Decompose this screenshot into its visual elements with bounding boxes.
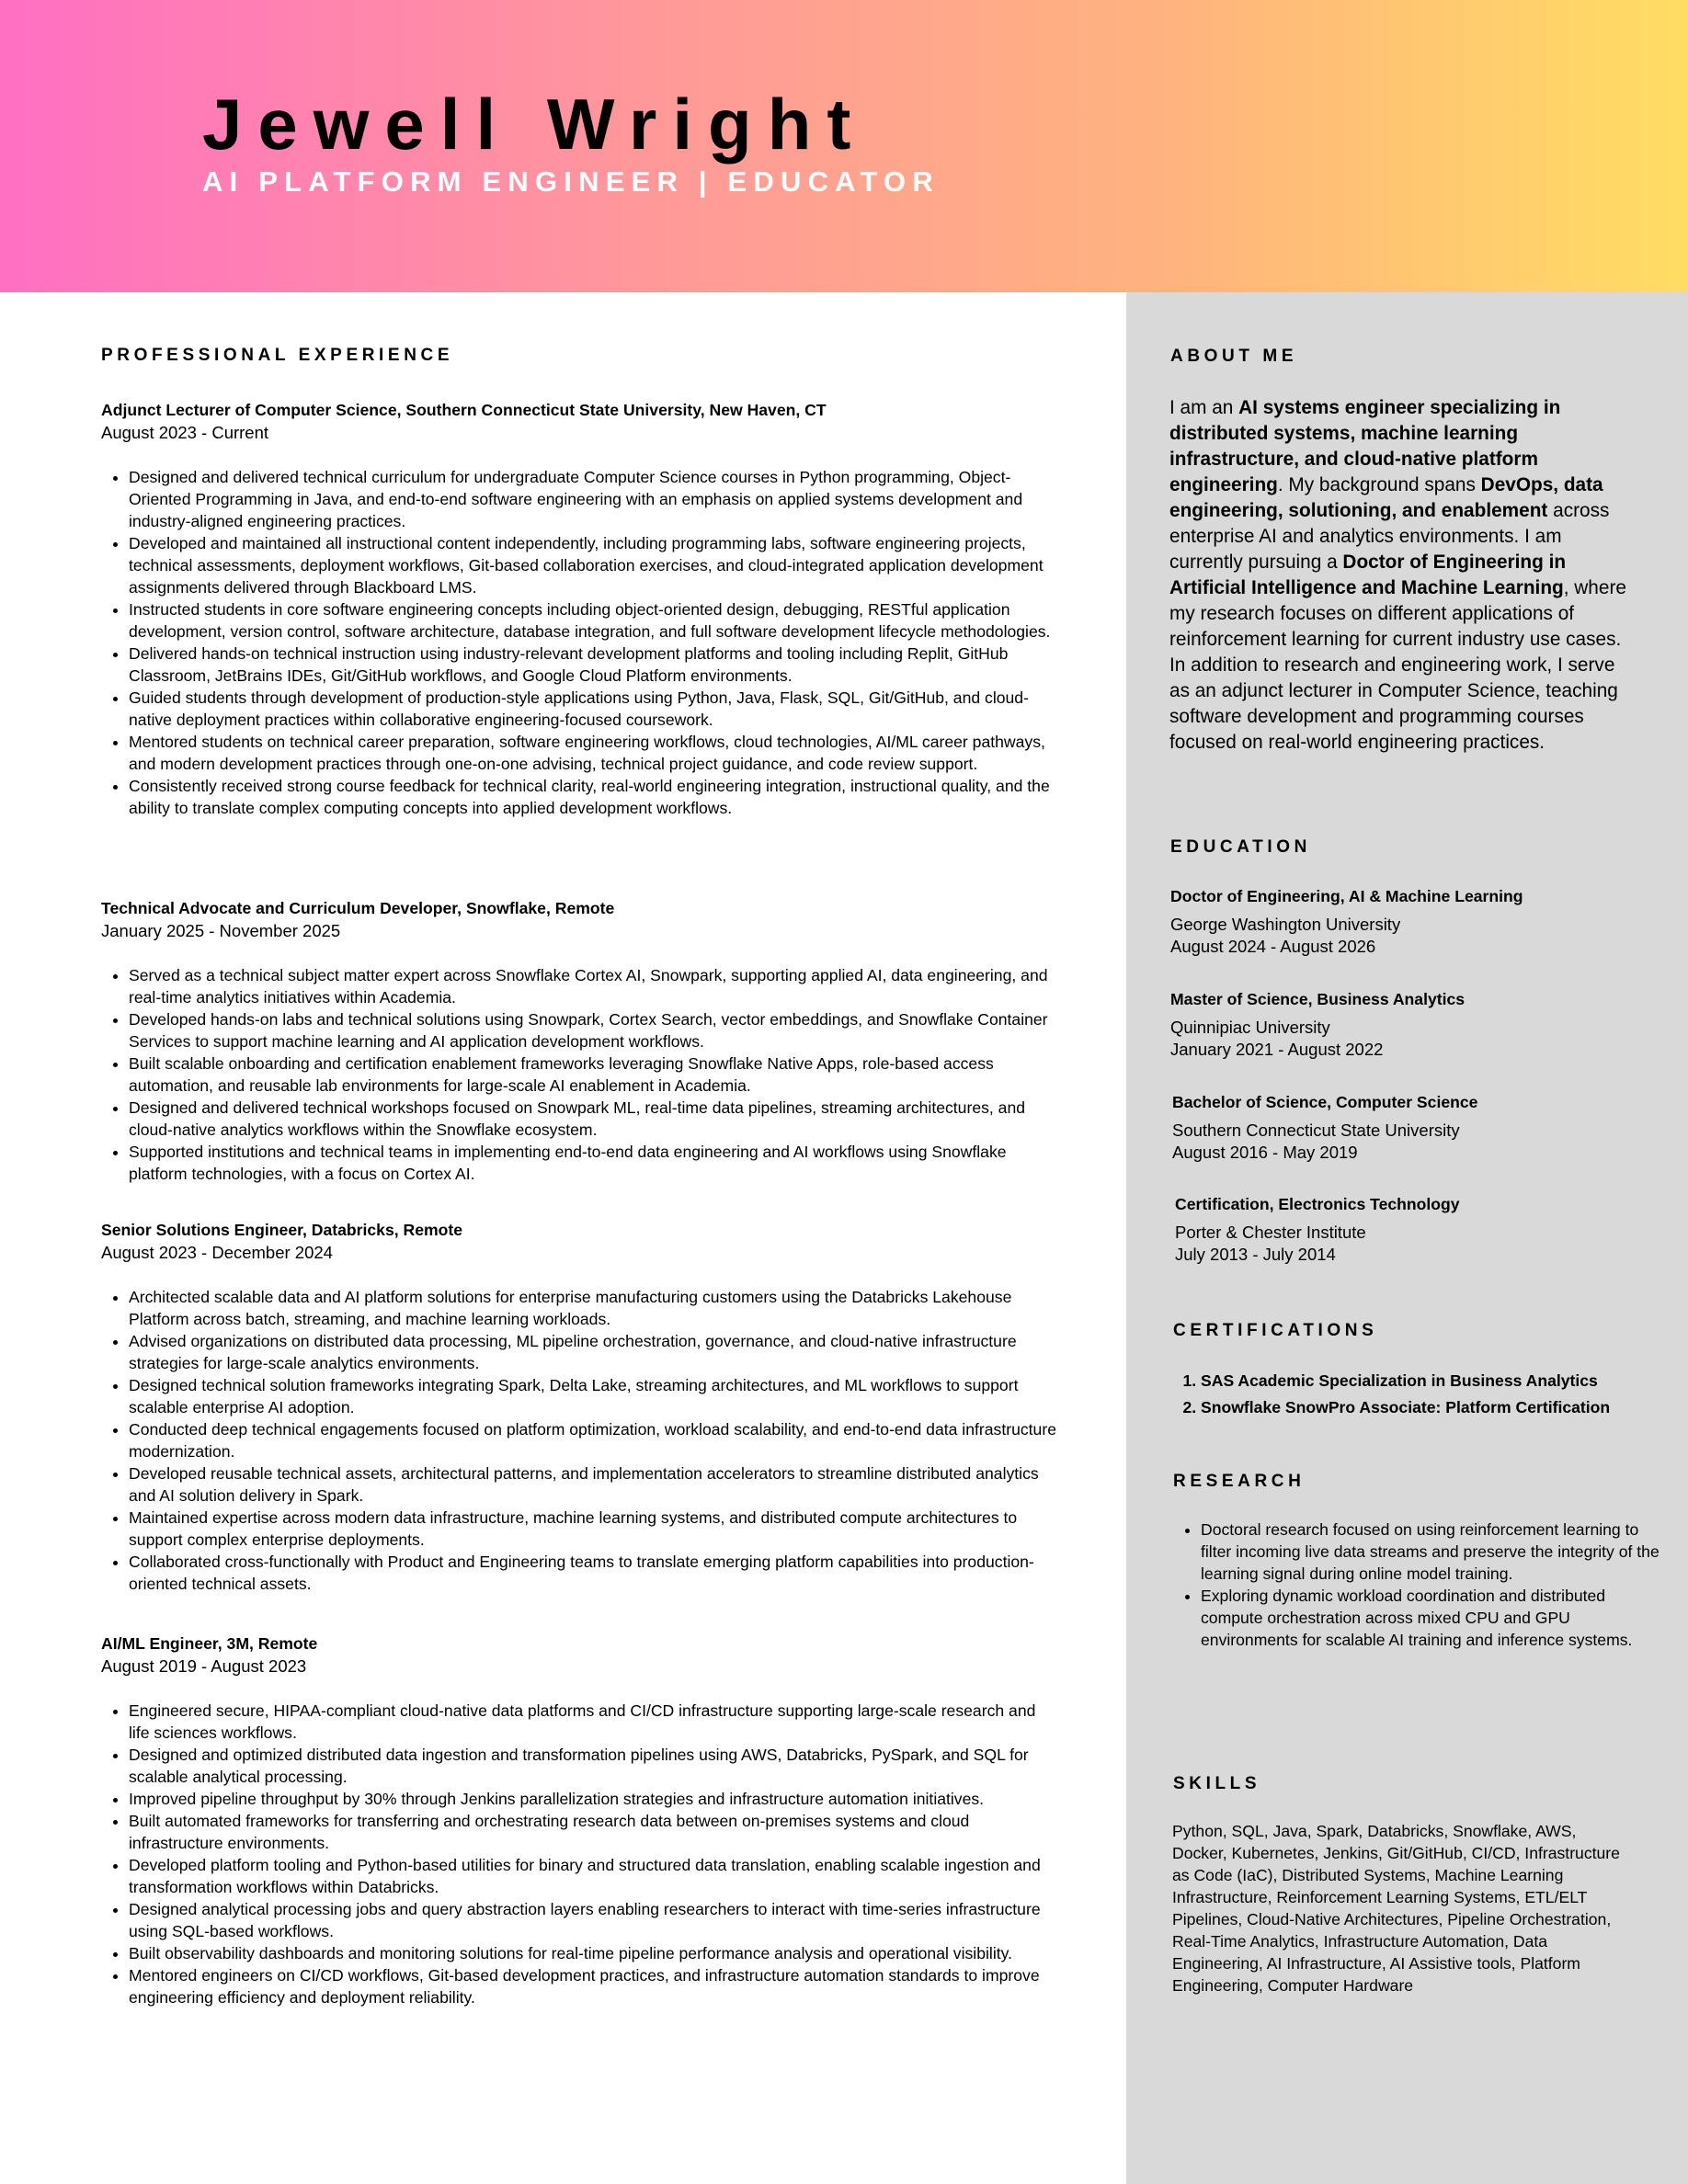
education-school: Porter & Chester Institute [1175, 1223, 1366, 1242]
job-bullets [101, 964, 1057, 1185]
certification-item: 1. SAS Academic Specialization in Business Analytics [1201, 1368, 1610, 1394]
job-bullet: • Instructed students in core software engineering concepts including object-oriented design, debugging, RESTful application development, version control, software architecture, database integration, and full software development lifecycle methodologies. [129, 598, 1057, 643]
job-bullet: • Architected scalable data and AI platform solutions for enterprise manufacturing customers using the Databricks Lakehouse Platform across batch, streaming, and machine learning workloads. [129, 1286, 1057, 1330]
job-bullet: • Mentored engineers on CI/CD workflows, Git-based development practices, and infrastructure automation standards to improve engineering efficiency and deployment reliability. [129, 1964, 1057, 2008]
job-bullet: • Developed reusable technical assets, architectural patterns, and implementation accelerators to streamline distributed analytics and AI solution delivery in Spark. [129, 1462, 1057, 1507]
job-bullet: • Designed and delivered technical workshops focused on Snowpark ML, real-time data pipelines, streaming architectures, and cloud-native analytics workflows within the Snowflake ecosystem. [129, 1097, 1057, 1141]
job-bullet: • Advised organizations on distributed data processing, ML pipeline orchestration, governance, and cloud-native infrastructure strategies for large-scale analytics environments. [129, 1330, 1057, 1374]
education-degree: Bachelor of Science, Computer Science [1172, 1093, 1478, 1111]
job-entry [101, 1632, 1057, 2008]
job-bullet: • Supported institutions and technical teams in implementing end-to-end data engineering and AI workflows using Snowflake platform technologies, with a focus on Cortex AI. [129, 1141, 1057, 1185]
job-bullet: • Designed analytical processing jobs and query abstraction layers enabling researchers to interact with time-series infrastructure using SQL-based workflows. [129, 1898, 1057, 1942]
education-dates: August 2024 - August 2026 [1170, 937, 1376, 956]
education-dates: August 2016 - May 2019 [1172, 1143, 1358, 1162]
job-bullet: • Built scalable onboarding and certification enablement frameworks leveraging Snowflake Native Apps, role-based access automation, and reusable lab environments for large-scale AI enablement in Academia. [129, 1052, 1057, 1097]
job-title: Technical Advocate and Curriculum Developer, Snowflake, Remote [101, 899, 615, 917]
education-school: George Washington University [1170, 915, 1401, 934]
certification-item: 2. Snowflake SnowPro Associate: Platform Certification [1201, 1394, 1610, 1421]
job-bullet: • Mentored students on technical career preparation, software engineering workflows, cloud technologies, AI/ML career pathways, and modern development practices through one-on-one advising, technical project guidance, and code review support. [129, 731, 1057, 775]
job-bullet: • Served as a technical subject matter expert across Snowflake Cortex AI, Snowpark, supporting applied AI, data engineering, and real-time analytics initiatives within Academia. [129, 964, 1057, 1008]
job-dates: August 2019 - August 2023 [101, 1656, 307, 1676]
skills-text: Python, SQL, Java, Spark, Databricks, Snowflake, AWS, Docker, Kubernetes, Jenkins, Git/GitHub, CI/CD, Infrastructure as Code (IaC), Distributed Systems, Machine Learning Infrastructure, Reinforcement Learning Systems, ETL/ELT Pipelines, Cloud-Native Architectures, Pipeline Orchestration, Real-Time Analytics, Infrastructure Automation, Data Engineering, AI Infrastructure, AI Assistive tools, Platform Engineering, Computer Hardware [1172, 1822, 1620, 1995]
certifications-heading: CERTIFICATIONS [1173, 1321, 1378, 1340]
education-heading: EDUCATION [1170, 837, 1311, 857]
resume-name: Jewell Wright [202, 84, 867, 165]
research-item: • Doctoral research focused on using reinforcement learning to filter incoming live data streams and preserve the integrity of the learning signal during online model training. [1201, 1519, 1660, 1585]
job-title: AI/ML Engineer, 3M, Remote [101, 1634, 318, 1653]
job-bullet: • Engineered secure, HIPAA-compliant cloud-native data platforms and CI/CD infrastructure supporting large-scale research and life sciences workflows. [129, 1700, 1057, 1744]
job-dates: August 2023 - Current [101, 423, 269, 442]
job-bullet: • Built observability dashboards and monitoring solutions for real-time pipeline performance analysis and operational visibility. [129, 1942, 1057, 1964]
job-entry [101, 399, 1057, 819]
job-bullet: • Improved pipeline throughput by 30% through Jenkins parallelization strategies and infrastructure automation initiatives. [129, 1788, 1057, 1810]
about-text: I am an AI systems engineer specializing in distributed systems, machine learning infrastructure, and cloud-native platform engineering. My background spans DevOps, data engineering, solutioning, and enablement across enterprise AI and analytics environments. I am currently pursuing a Doctor of Engineering in Artificial Intelligence and Machine Learning, where my research focuses on different applications of reinforcement learning for current industry use cases. In addition to research and engineering work, I serve as an adjunct lecturer in Computer Science, teaching software development and programming courses focused on real-world engineering practices. [1169, 397, 1626, 753]
job-title: Senior Solutions Engineer, Databricks, Remote [101, 1221, 463, 1239]
job-bullet: • Developed hands-on labs and technical solutions using Snowpark, Cortex Search, vector embeddings, and Snowflake Container Services to support machine learning and AI application development workflows. [129, 1008, 1057, 1052]
job-entry [101, 897, 1057, 1185]
research-list [1175, 1519, 1660, 1651]
job-bullet: • Designed and optimized distributed data ingestion and transformation pipelines using AWS, Databricks, PySpark, and SQL for scalable analytical processing. [129, 1744, 1057, 1788]
job-bullet: • Developed and maintained all instructional content independently, including programming labs, software engineering projects, technical assessments, deployment workflows, Git-based collaboration exercises, and cloud-integrated application development assignments delivered through Blackboard LMS. [129, 532, 1057, 598]
job-bullet: • Designed technical solution frameworks integrating Spark, Delta Lake, streaming architectures, and ML workflows to support scalable enterprise AI adoption. [129, 1374, 1057, 1418]
job-bullet: • Delivered hands-on technical instruction using industry-relevant development platforms and tooling including Replit, GitHub Classroom, JetBrains IDEs, Git/GitHub workflows, and Google Cloud Platform environments. [129, 643, 1057, 687]
about-heading: ABOUT ME [1170, 347, 1298, 366]
research-heading: RESEARCH [1173, 1472, 1306, 1491]
job-entry [101, 1219, 1057, 1595]
job-bullet: • Guided students through development of production-style applications using Python, Java, Flask, SQL, Git/GitHub, and cloud-native deployment practices within collaborative engineering-focused coursework. [129, 687, 1057, 731]
certifications-list [1175, 1368, 1610, 1421]
resume-subtitle: AI PLATFORM ENGINEER | EDUCATOR [202, 165, 940, 198]
education-school: Quinnipiac University [1170, 1018, 1330, 1037]
education-dates: July 2013 - July 2014 [1175, 1245, 1336, 1264]
job-dates: January 2025 - November 2025 [101, 921, 341, 940]
header-banner [0, 0, 1688, 292]
job-dates: August 2023 - December 2024 [101, 1243, 333, 1262]
job-bullet: • Collaborated cross-functionally with Product and Engineering teams to translate emerging platform capabilities into production-oriented technical assets. [129, 1551, 1057, 1595]
education-degree: Certification, Electronics Technology [1175, 1195, 1460, 1213]
experience-heading: PROFESSIONAL EXPERIENCE [101, 346, 454, 365]
education-school: Southern Connecticut State University [1172, 1120, 1460, 1140]
job-bullets [101, 1286, 1057, 1595]
job-bullet: • Conducted deep technical engagements focused on platform optimization, workload scalability, and end-to-end data infrastructure modernization. [129, 1418, 1057, 1462]
job-bullet: • Developed platform tooling and Python-based utilities for binary and structured data translation, enabling scalable ingestion and transformation workflows within Databricks. [129, 1854, 1057, 1898]
education-item [1170, 886, 1612, 958]
skills-heading: SKILLS [1173, 1774, 1261, 1793]
research-item: • Exploring dynamic workload coordination and distributed compute orchestration across mixed CPU and GPU environments for scalable AI training and inference systems. [1201, 1585, 1660, 1651]
job-bullet: • Designed and delivered technical curriculum for undergraduate Computer Science courses in Python programming, Object-Oriented Programming in Java, and end-to-end software engineering with an emphasis on applied systems development and industry-aligned engineering practices. [129, 466, 1057, 532]
education-degree: Master of Science, Business Analytics [1170, 990, 1466, 1008]
job-bullet: • Built automated frameworks for transferring and orchestrating research data between on-premises systems and cloud infrastructure environments. [129, 1810, 1057, 1854]
education-item [1175, 1194, 1616, 1266]
job-bullet: • Maintained expertise across modern data infrastructure, machine learning systems, and distributed compute architectures to support complex enterprise deployments. [129, 1507, 1057, 1551]
job-bullets [101, 466, 1057, 819]
education-item [1170, 989, 1612, 1061]
job-bullets [101, 1700, 1057, 2008]
job-title: Adjunct Lecturer of Computer Science, Southern Connecticut State University, New Haven, CT [101, 401, 827, 419]
education-item [1172, 1092, 1614, 1164]
education-degree: Doctor of Engineering, AI & Machine Learning [1170, 887, 1523, 905]
education-dates: January 2021 - August 2022 [1170, 1040, 1384, 1059]
job-bullet: • Consistently received strong course feedback for technical clarity, real-world engineering integration, instructional quality, and the ability to translate complex computing concepts into applied development workflows. [129, 775, 1057, 819]
